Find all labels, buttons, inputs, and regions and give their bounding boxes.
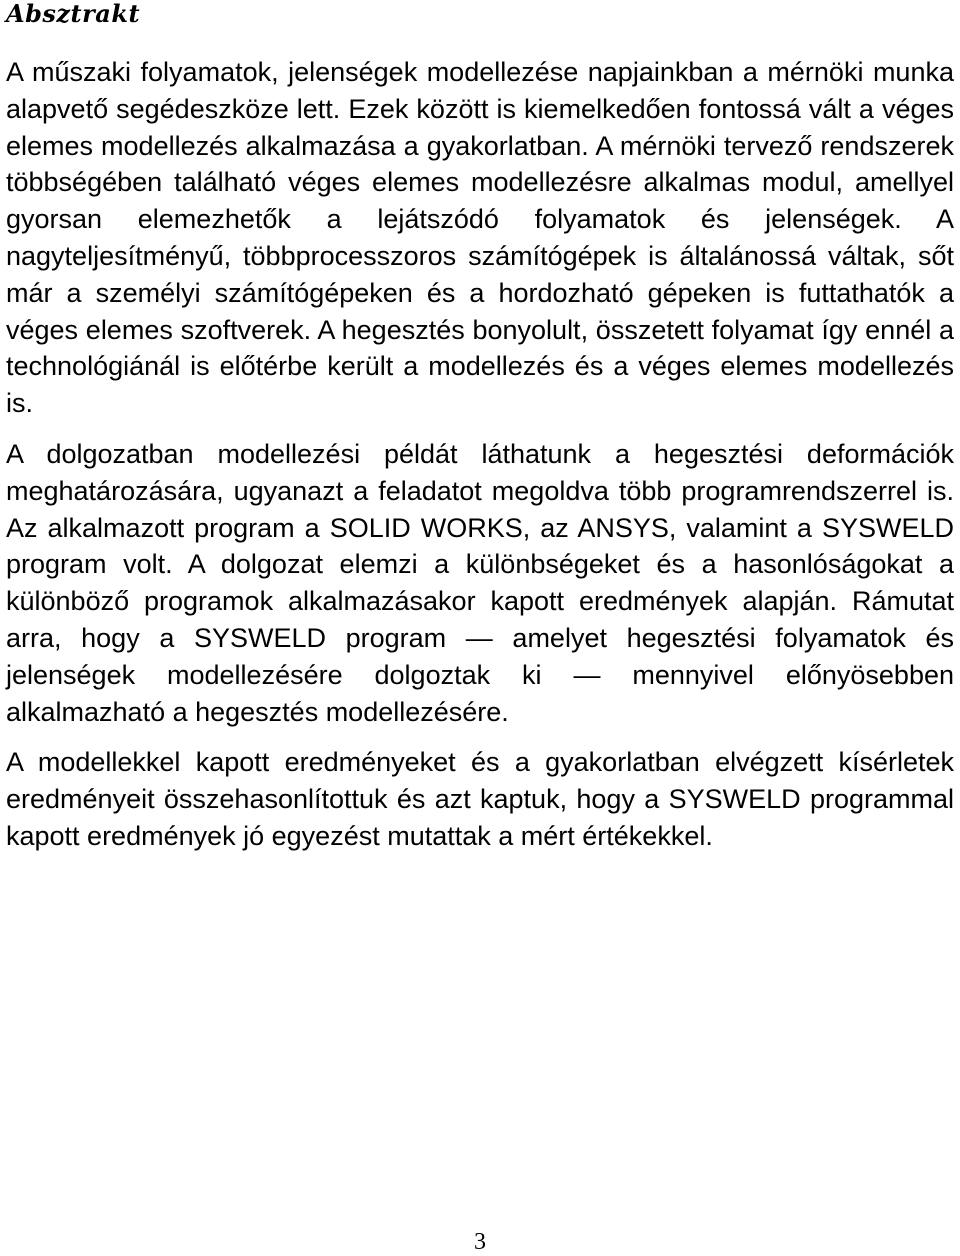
document-page <box>6 0 954 855</box>
abstract-paragraph-2: A dolgozatban modellezési példát láthatunk a hegesztési deformációk meghatározására, ugyanazt a feladatot megoldva több programrendszerrel is. Az alkalmazott program a SOLID WORKS, az ANSYS, valamint a SYSWELD program volt. A dolgozat elemzi a különbségeket és a hasonlóságokat a különböző programok alkalmazásakor kapott eredmények alapján. Rámutat arra, hogy a SYSWELD program — amelyet hegesztési folyamatok és jelenségek modellezésére dolgoztak ki — mennyivel előnyösebben alkalmazható a hegesztés modellezésére. <box>6 438 954 727</box>
section-heading: Absztrakt <box>6 0 141 28</box>
abstract-paragraph-3: A modellekkel kapott eredményeket és a gyakorlatban elvégzett kísérletek eredményeit összehasonlítottuk és azt kaptuk, hogy a SYSWELD programmal kapott eredmények jó egyezést mutattak a mért értékekkel. <box>6 747 954 851</box>
abstract-paragraph-1: A műszaki folyamatok, jelenségek modellezése napjainkban a mérnöki munka alapvető segédeszköze lett. Ezek között is kiemelkedően fontossá vált a véges elemes modellezés alkalmazása a gyakorlatban. A mérnöki tervező rendszerek többségében található véges elemes modellezésre alkalmas modul, amellyel gyorsan elemezhetők a lejátszódó folyamatok és jelenségek. A nagyteljesítményű, többprocesszoros számítógépek is általánossá váltak, sőt már a személyi számítógépeken és a hordozható gépeken is futtathatók a véges elemes szoftverek. A hegesztés bonyolult, összetett folyamat így ennél a technológiánál is előtérbe került a modellezés és a véges elemes modellezés is. <box>6 57 954 419</box>
page-number: 3 <box>474 1229 486 1255</box>
